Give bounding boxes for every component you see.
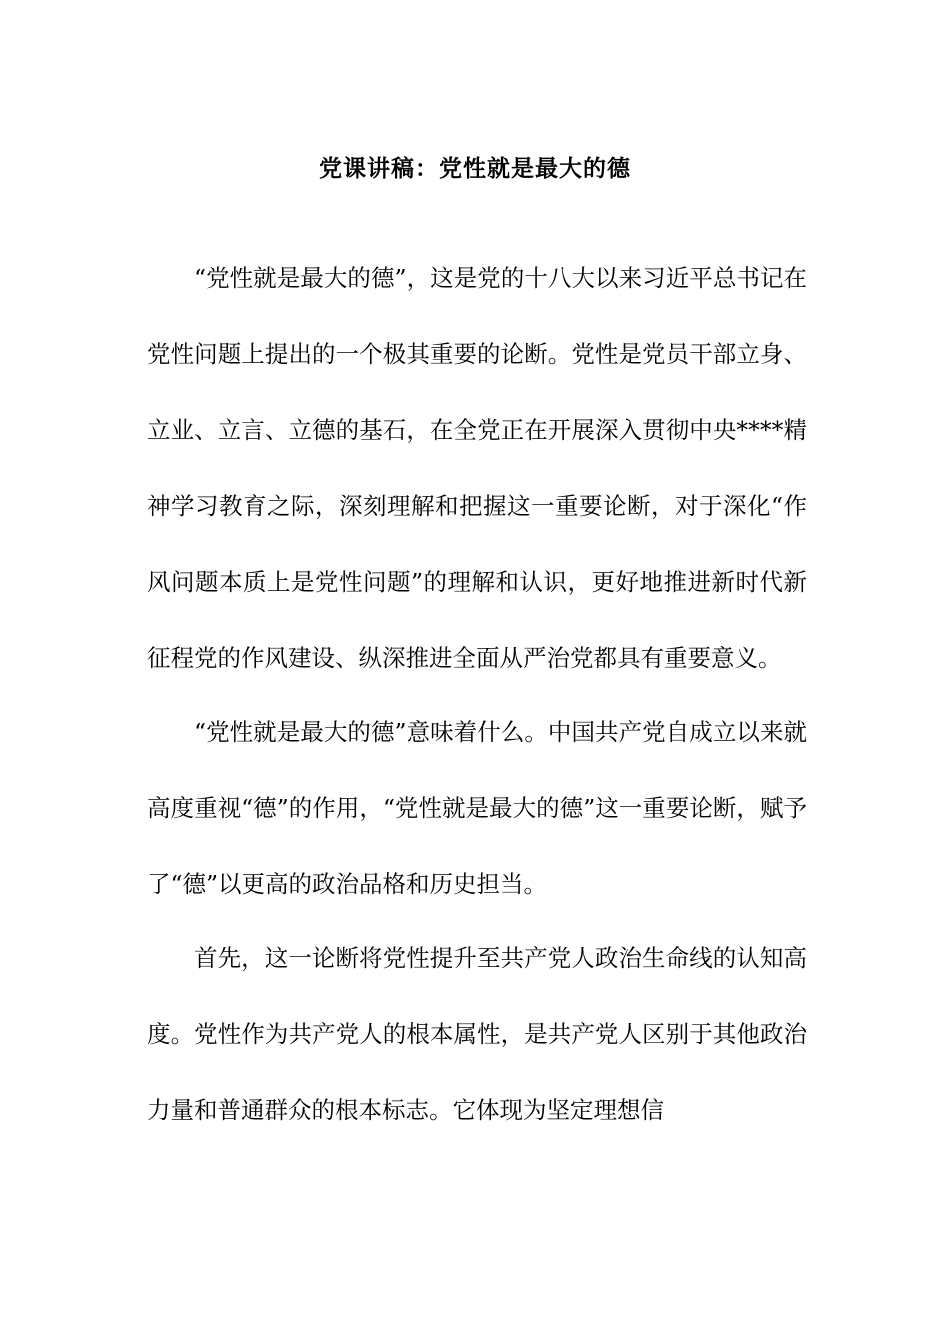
paragraph-2: “党性就是最大的德”意味着什么。中国共产党自成立以来就高度重视“德”的作用，“党性就是最大的德”这一重要论断，赋予了“德”以更高的政治品格和历史担当。 — [147, 718, 807, 898]
paragraph-1: “党性就是最大的德”，这是党的十八大以来习近平总书记在党性问题上提出的一个极其重要的论断。党性是党员干部立身、立业、立言、立德的基石，在全党正在开展深入贯彻中央****精神学习教育之际，深刻理解和把握这一重要论断，对于深化“作风问题本质上是党性问题”的理解和认识，更好地推进新时代新征程党的作风建设、纵深推进全面从严治党都具有重要意义。 — [147, 264, 807, 672]
paragraph-3: 首先，这一论断将党性提升至共产党人政治生命线的认知高度。党性作为共产党人的根本属性，是共产党人区别于其他政治力量和普通群众的根本标志。它体现为坚定理想信 — [147, 944, 807, 1124]
document-title: 党课讲稿：党性就是最大的德 — [319, 156, 631, 182]
document-body — [147, 240, 807, 1148]
